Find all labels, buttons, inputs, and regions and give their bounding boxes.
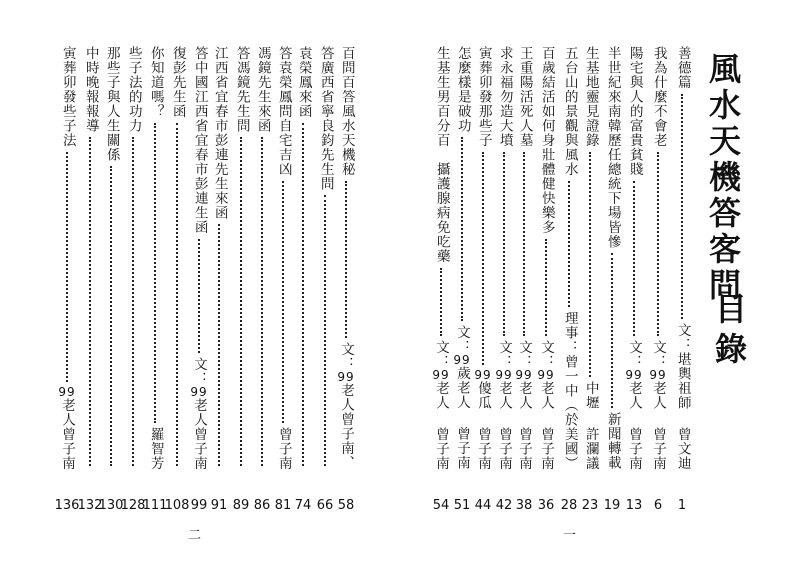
toc-entry-title: 生基地靈見證錄 <box>582 46 599 148</box>
toc-entry-page: 111 <box>142 498 168 513</box>
toc-entry-title: 求永福勿造大墳 <box>496 46 513 148</box>
toc-entry[interactable] <box>208 46 230 470</box>
toc-entry-page: 86 <box>253 498 271 513</box>
dot-leader <box>154 123 156 423</box>
toc-entry[interactable] <box>579 46 601 470</box>
dot-leader <box>89 137 91 466</box>
toc-entry-author: 文：99老人曾子南 <box>190 356 208 470</box>
toc-entry-page: 44 <box>474 498 492 513</box>
toc-entry-author: 曾子南 <box>275 426 292 470</box>
toc-entry-page: 58 <box>337 498 355 513</box>
toc-entry[interactable] <box>647 46 669 470</box>
toc-entry-page: 89 <box>232 498 250 513</box>
dot-leader <box>681 94 683 319</box>
toc-entry[interactable] <box>430 46 452 470</box>
toc-entry-page: 13 <box>625 498 643 513</box>
toc-entry-page: 19 <box>603 498 621 513</box>
toc-entry-page: 38 <box>515 498 533 513</box>
toc-entry-title: 答馮鏡先生問 <box>233 46 250 133</box>
toc-entry-page: 51 <box>453 498 471 513</box>
toc-entry-page: 23 <box>581 498 599 513</box>
dot-leader <box>282 181 284 423</box>
toc-entry-title: 江西省宜春市彭連先生來函 <box>211 46 228 220</box>
toc-entry[interactable] <box>623 46 645 470</box>
toc-entry[interactable] <box>513 46 535 470</box>
toc-entry-page: 132 <box>77 498 103 513</box>
dot-leader <box>503 152 505 336</box>
dot-leader <box>302 123 304 467</box>
toc-entry[interactable] <box>144 46 166 470</box>
toc-entry[interactable] <box>230 46 252 470</box>
toc-entry[interactable] <box>100 46 122 470</box>
toc-entry[interactable] <box>251 46 273 470</box>
folio-left: 二 <box>188 528 202 543</box>
toc-entry[interactable] <box>188 46 210 470</box>
toc-entry-title: 半世紀來南韓歷任總統下場皆慘 <box>604 46 621 249</box>
toc-entry-author: 中壢 許瀾議 <box>582 380 599 470</box>
toc-entry-author: 理事：曾一中（於美國） <box>561 310 578 470</box>
dot-leader <box>589 152 591 377</box>
toc-entry-title: 怎麼樣是破功 <box>454 46 471 133</box>
toc-entry-title: 袁榮鳳來函 <box>295 46 312 119</box>
dot-leader <box>324 195 326 466</box>
toc-entry-author: 文：99歲老人 曾子南 <box>453 325 471 470</box>
toc-entry[interactable] <box>601 46 623 470</box>
toc-entry[interactable] <box>535 46 557 470</box>
toc-entry-page: 1 <box>677 498 687 513</box>
dot-leader <box>461 137 463 321</box>
toc-entry[interactable] <box>335 46 357 470</box>
toc-entry-author: 文：99老人 曾子南 <box>495 339 513 470</box>
toc-entry-author: 文：99老人 曾子南 <box>515 339 533 470</box>
dot-leader <box>611 253 613 408</box>
dot-leader <box>218 224 220 466</box>
toc-entry-page: 42 <box>495 498 513 513</box>
title: 風水天機答客問 <box>704 52 742 304</box>
dot-leader <box>482 152 484 365</box>
toc-entry-page: 66 <box>316 498 334 513</box>
dot-leader <box>657 152 659 336</box>
toc-entry-page: 36 <box>537 498 555 513</box>
toc-entry-page: 128 <box>120 498 146 513</box>
toc-entry-title: 中時晚報報導 <box>82 46 99 133</box>
toc-entry[interactable] <box>493 46 515 470</box>
toc-entry-title: 你知道嗎？ <box>147 46 164 119</box>
toc-entry[interactable] <box>79 46 101 470</box>
dot-leader <box>568 181 570 307</box>
toc-entry-author: 99傻瓜 曾子南 <box>474 367 492 470</box>
toc-entry-title: 些子法的功力 <box>125 46 142 133</box>
toc-entry-author: 文：堪輿祖師 曾文迪 <box>674 322 691 470</box>
toc-entry-page: 81 <box>274 498 292 513</box>
toc-entry-author: 文：99老人 曾子南 <box>625 339 643 470</box>
toc-entry-page: 136 <box>54 498 80 513</box>
toc-entry-title: 百問百答風水天機秘 <box>338 46 355 177</box>
folio-right: 一 <box>563 528 577 543</box>
toc-entry-title: 那些子與人生關係 <box>103 46 120 162</box>
toc-entry-page: 54 <box>432 498 450 513</box>
toc-entry-page: 91 <box>210 498 228 513</box>
dot-leader <box>261 137 263 466</box>
subtitle: 目錄 <box>710 292 748 372</box>
toc-entry-author: 99老人曾子南 <box>58 384 76 470</box>
toc-entry-title: 答廣西省寧良鈞先生問 <box>317 46 334 191</box>
toc-entry-title: 陽宅與人的富貴貧賤 <box>626 46 643 177</box>
toc-entry-page: 99 <box>190 498 208 513</box>
dot-leader <box>176 123 178 467</box>
toc-entry-author: 羅智芳 <box>147 426 164 470</box>
toc-entry-title: 王重陽活死人墓 <box>516 46 533 148</box>
toc-entry-title: 寅葬卯發那些子 <box>475 46 492 148</box>
toc-entry-title: 復彭先生函 <box>169 46 186 119</box>
dot-leader <box>633 181 635 336</box>
dot-leader <box>110 166 112 466</box>
dot-leader <box>440 268 442 336</box>
toc-entry-title: 答中國江西省宜春市彭連生函 <box>191 46 208 235</box>
toc-entry-page: 130 <box>98 498 124 513</box>
dot-leader <box>523 152 525 336</box>
toc-entry-author: 文：99老人曾子南、 <box>337 342 355 470</box>
toc-entry[interactable] <box>272 46 294 470</box>
toc-entry-title: 我為什麼不會老 <box>650 46 667 148</box>
toc-entry-title: 寅葬卯發些子法 <box>59 46 76 148</box>
dot-leader <box>240 137 242 466</box>
toc-entry[interactable] <box>122 46 144 470</box>
toc-entry[interactable] <box>166 46 188 470</box>
dot-leader <box>198 239 200 353</box>
toc-entry-title: 百歲結活如何身壯體健快樂多 <box>538 46 555 235</box>
toc-entry-page: 28 <box>560 498 578 513</box>
toc-entry[interactable] <box>451 46 473 470</box>
dot-leader <box>345 181 347 339</box>
toc-entry-title: 生基生男百分百 攝護腺病免吃藥 <box>433 46 450 264</box>
toc-entry-page: 6 <box>653 498 663 513</box>
toc-entry-page: 74 <box>294 498 312 513</box>
toc-entry-author: 文：99老人 曾子南 <box>649 339 667 470</box>
toc-entry-title: 答袁榮鳳問自宅吉凶 <box>275 46 292 177</box>
toc-entry-title: 馮鏡先生來函 <box>254 46 271 133</box>
dot-leader <box>132 137 134 466</box>
toc-entry-title: 善德篇 <box>674 46 691 90</box>
dot-leader <box>66 152 68 382</box>
toc-entry[interactable] <box>671 46 693 470</box>
toc-entry[interactable] <box>558 46 580 470</box>
toc-entry[interactable] <box>314 46 336 470</box>
dot-leader <box>545 239 547 336</box>
toc-entry-title: 五台山的景觀與風水 <box>561 46 578 177</box>
toc-entry-author: 文：99老人 曾子南 <box>432 339 450 470</box>
toc-entry[interactable] <box>472 46 494 470</box>
toc-entry-author: 新聞轉載 <box>604 412 621 470</box>
toc-entry-page: 108 <box>164 498 190 513</box>
toc-entry[interactable] <box>56 46 78 470</box>
toc-entry-author: 文：99老人 曾子南 <box>537 339 555 470</box>
toc-entry[interactable] <box>292 46 314 470</box>
